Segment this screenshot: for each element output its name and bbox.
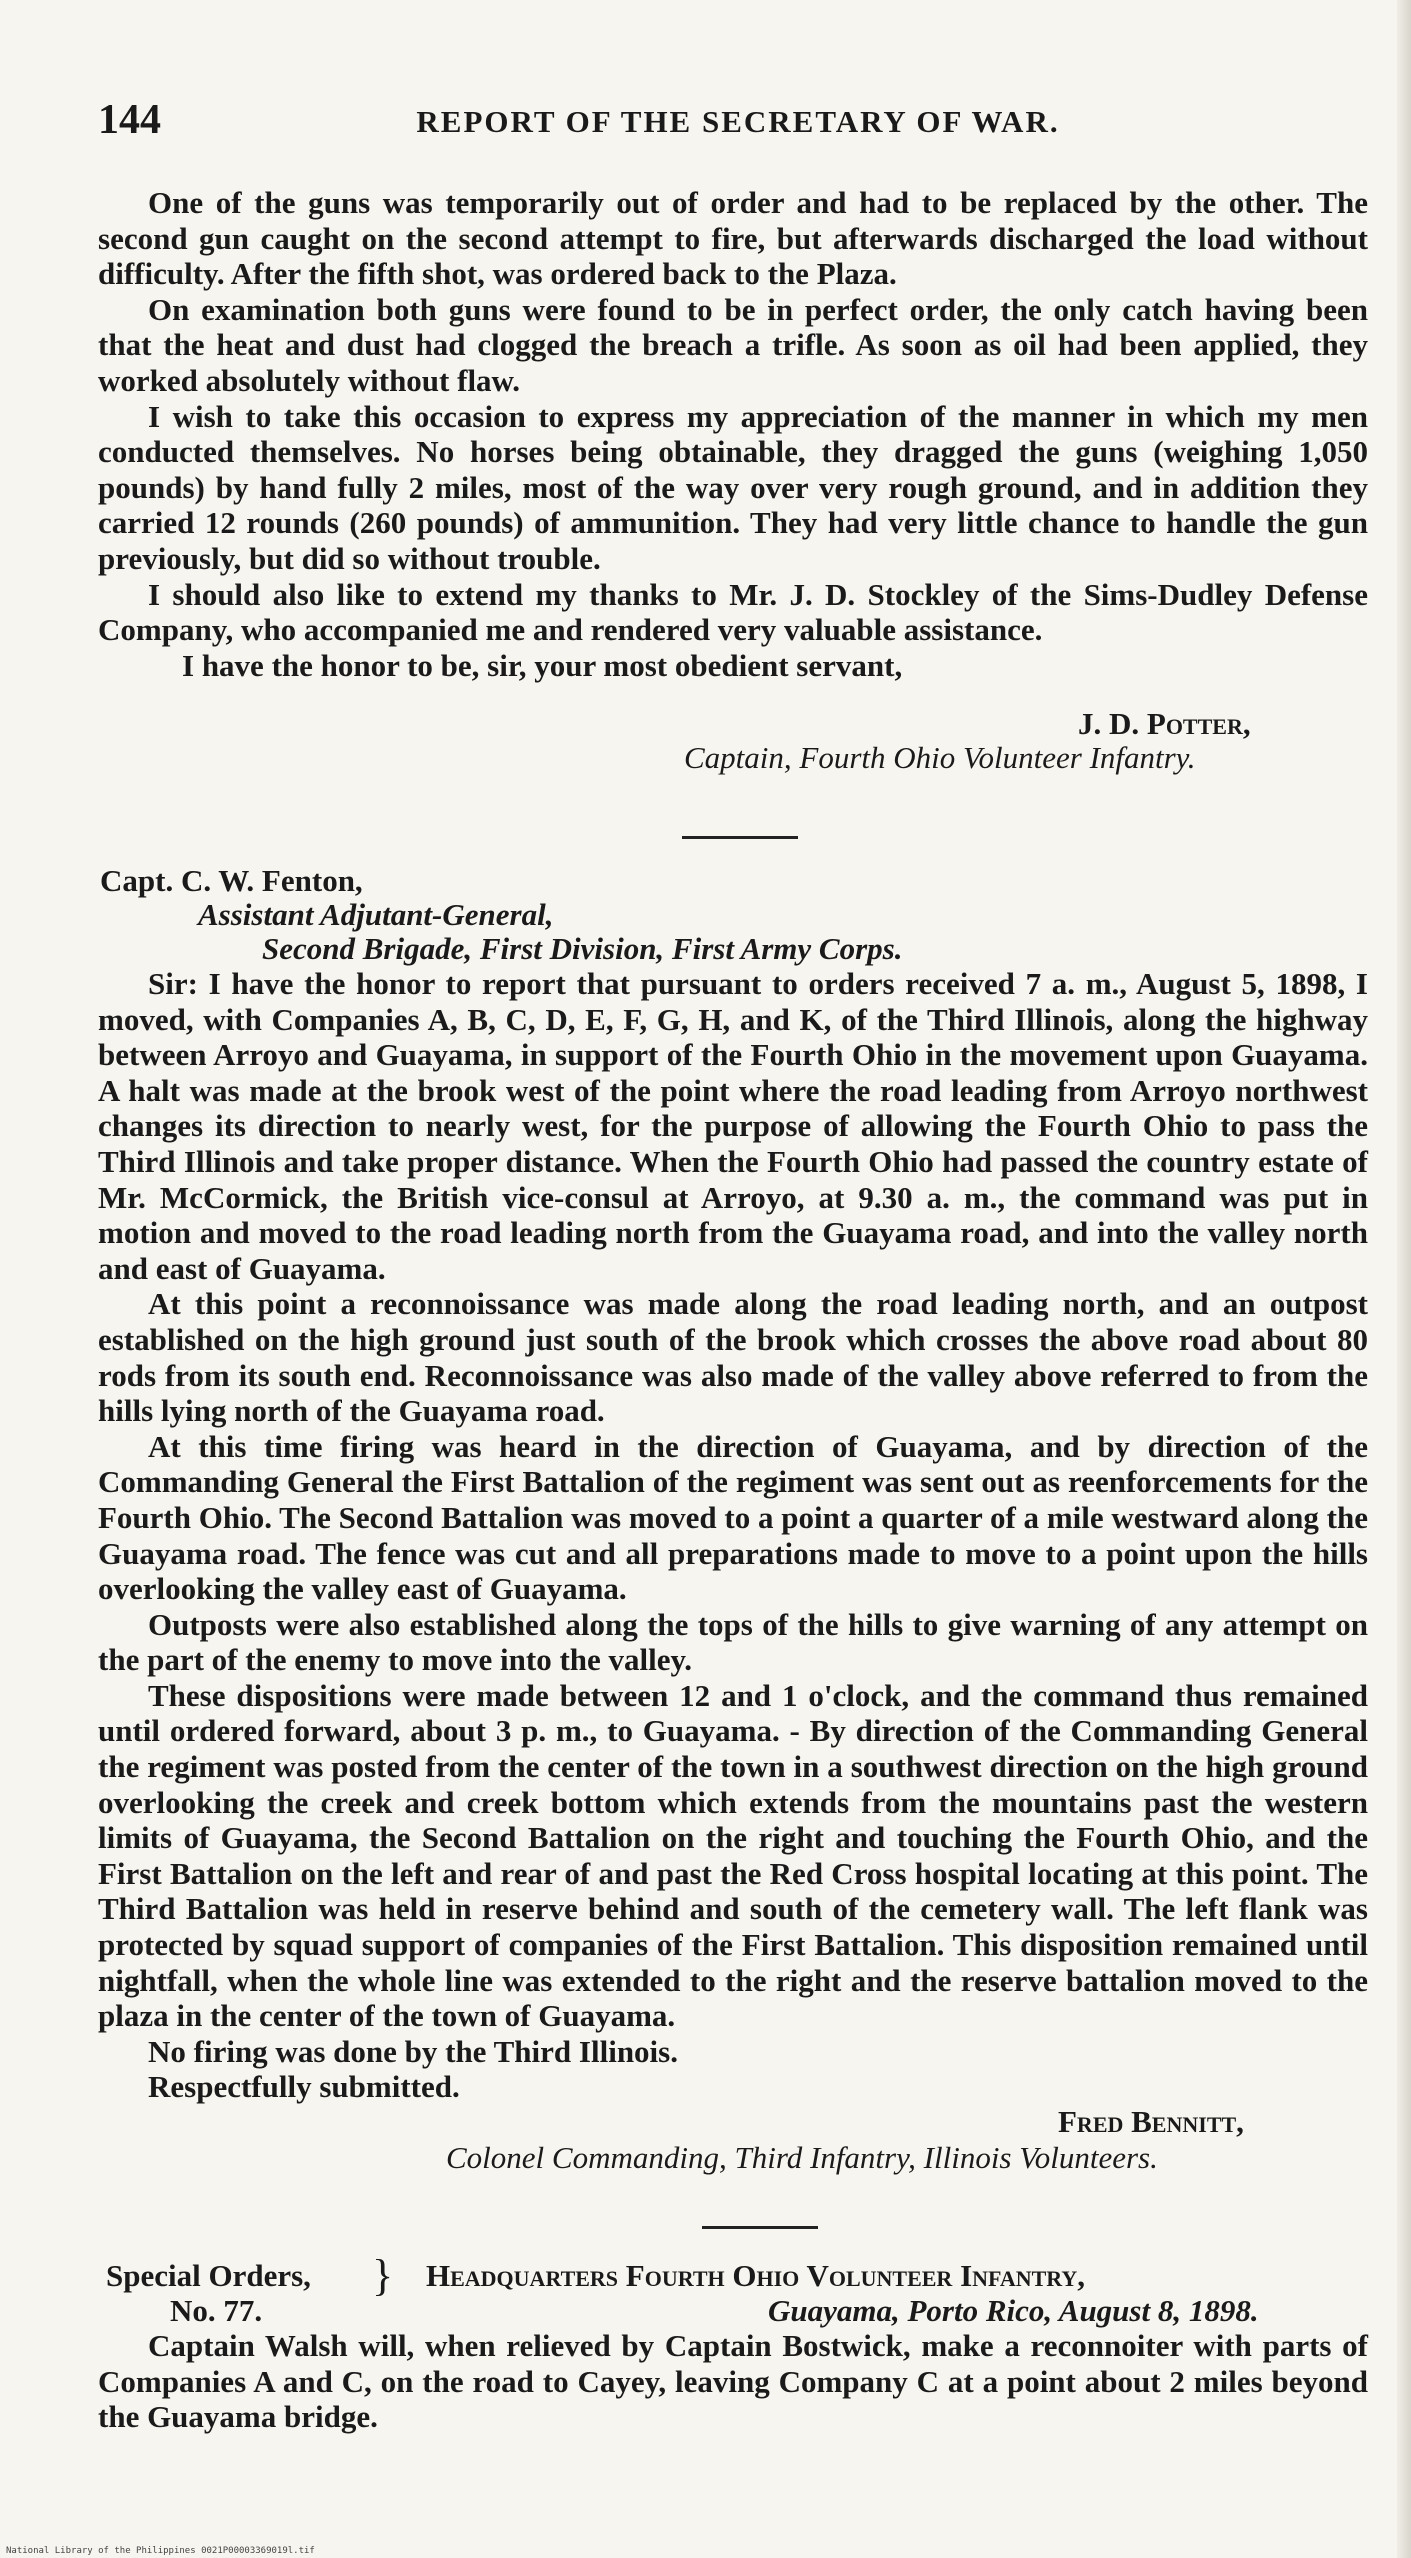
orders-paragraph: Captain Walsh will, when relieved by Captain Bostwick, make a reconnoiter with parts of Companies A and C, on the road to Cayey, leaving Company C at a point about 2 miles beyond the Guayama bridge.: [98, 2328, 1368, 2435]
report2-paragraph: These dispositions were made between 12 and 1 o'clock, and the command thus remained until ordered forward, about 3 p. m., to Guayama. - By direction of the Commanding General the regiment was posted from the center of the town in a southwest direction on the high ground overlooking the creek and creek bottom which extends from the mountains past the western limits of Guayama, the Second Battalion on the right and touching the Fourth Ohio, and the First Battalion on the left and rear of and past the Red Cross hospital locating at this point. The Third Battalion was held in reserve behind and south of the cemetery wall. The left flank was protected by squad support of companies of the First Battalion. This disposition remained until nightfall, when the whole line was extended to the right and the reserve battalion moved to the plaza in the center of the town of Guayama.: [98, 1677, 1368, 2034]
report1-closing: I have the honor to be, sir, your most obedient servant,: [182, 647, 903, 683]
scan-footer: National Library of the Philippines 0021P00003369019l.tif: [6, 2546, 315, 2556]
running-head: REPORT OF THE SECRETARY OF WAR.: [416, 104, 1060, 139]
orders-brace: }: [372, 2251, 394, 2300]
report2-paragraph: Respectfully submitted.: [148, 2069, 460, 2105]
report1-signature-title: Captain, Fourth Ohio Volunteer Infantry.: [684, 740, 1196, 775]
page-number: 144: [98, 97, 161, 143]
report2-signature-title: Colonel Commanding, Third Infantry, Illinois Volunteers.: [446, 2140, 1158, 2175]
page-edge-shadow: [1397, 0, 1411, 2558]
addressee-name-text: Capt. C. W. Fenton,: [100, 863, 363, 898]
report2-addressee-name: [100, 863, 363, 899]
orders-label-line1: Special Orders,: [106, 2258, 311, 2293]
report1-body: [98, 185, 1368, 683]
orders-label-line2: No. 77.: [170, 2293, 263, 2328]
report2-paragraph: Outposts were also established along the tops of the hills to give warning of any attempt on the part of the enemy to move into the valley.: [98, 1606, 1368, 1678]
orders-body: [98, 2328, 1368, 2435]
report2-paragraph: At this time firing was heard in the direction of Guayama, and by direction of the Commanding General the First Battalion of the regiment was sent out as reenforcements for the Fourth Ohio. The Second Battalion was moved to a point a quarter of a mile westward along the Guayama road. The fence was cut and all preparations made to move to a point upon the hills overlooking the valley east of Guayama.: [98, 1428, 1368, 1607]
section-divider: [702, 2226, 818, 2229]
report2-paragraph: Sir: I have the honor to report that pursuant to orders received 7 a. m., August 5, 1898, I moved, with Companies A, B, C, D, E, F, G, H, and K, of the Third Illinois, along the highway between Arroyo and Guayama, in support of the Fourth Ohio in the movement upon Guayama. A halt was made at the brook west of the point where the road leading from Arroyo northwest changes its direction to nearly west, for the purpose of allowing the Fourth Ohio to pass the Third Illinois and take proper distance. When the Fourth Ohio had passed the country estate of Mr. McCormick, the British vice-consul at Arroyo, at 9.30 a. m., the command was put in motion and moved to the road leading north from the Guayama road, and into the valley north and east of Guayama.: [98, 966, 1368, 1286]
orders-headquarters: Headquarters Fourth Ohio Volunteer Infantry,: [426, 2258, 1086, 2293]
report1-paragraph: On examination both guns were found to be in perfect order, the only catch having been that the heat and dust had clogged the breach a trifle. As soon as oil had been applied, they worked absolutely without flaw.: [98, 291, 1368, 398]
report2-body: [98, 966, 1368, 2105]
report1-signature-name: J. D. Potter,: [1078, 706, 1251, 741]
section-divider: [682, 836, 798, 839]
report2-paragraph: No firing was done by the Third Illinois.: [148, 2033, 678, 2069]
report2-signature-name: Fred Bennitt,: [1058, 2104, 1244, 2139]
page-header: [98, 96, 1378, 148]
report2-addressee-line2: Assistant Adjutant-General,: [198, 897, 554, 932]
report1-paragraph: I wish to take this occasion to express my appreciation of the manner in which my men conducted themselves. No horses being obtainable, they dragged the guns (weighing 1,050 pounds) by hand fully 2 miles, most of the way over very rough ground, and in addition they carried 12 rounds (260 pounds) of ammunition. They had very little chance to handle the gun previously, but did so without trouble.: [98, 398, 1368, 576]
report1-paragraph: One of the guns was temporarily out of order and had to be replaced by the other. The second gun caught on the second attempt to fire, but afterwards discharged the load without difficulty. After the fifth shot, was ordered back to the Plaza.: [98, 185, 1368, 292]
report2-paragraph: At this point a reconnoissance was made along the road leading north, and an outpost established on the high ground just south of the brook which crosses the above road about 80 rods from its south end. Reconnoissance was also made of the valley above referred to from the hills lying north of the Guayama road.: [98, 1286, 1368, 1429]
report1-paragraph: I should also like to extend my thanks to Mr. J. D. Stockley of the Sims-Dudley Defense Company, who accompanied me and rendered very valuable assistance.: [98, 576, 1368, 648]
report2-addressee-line3: Second Brigade, First Division, First Army Corps.: [262, 931, 903, 966]
orders-place-date: Guayama, Porto Rico, August 8, 1898.: [768, 2293, 1259, 2328]
